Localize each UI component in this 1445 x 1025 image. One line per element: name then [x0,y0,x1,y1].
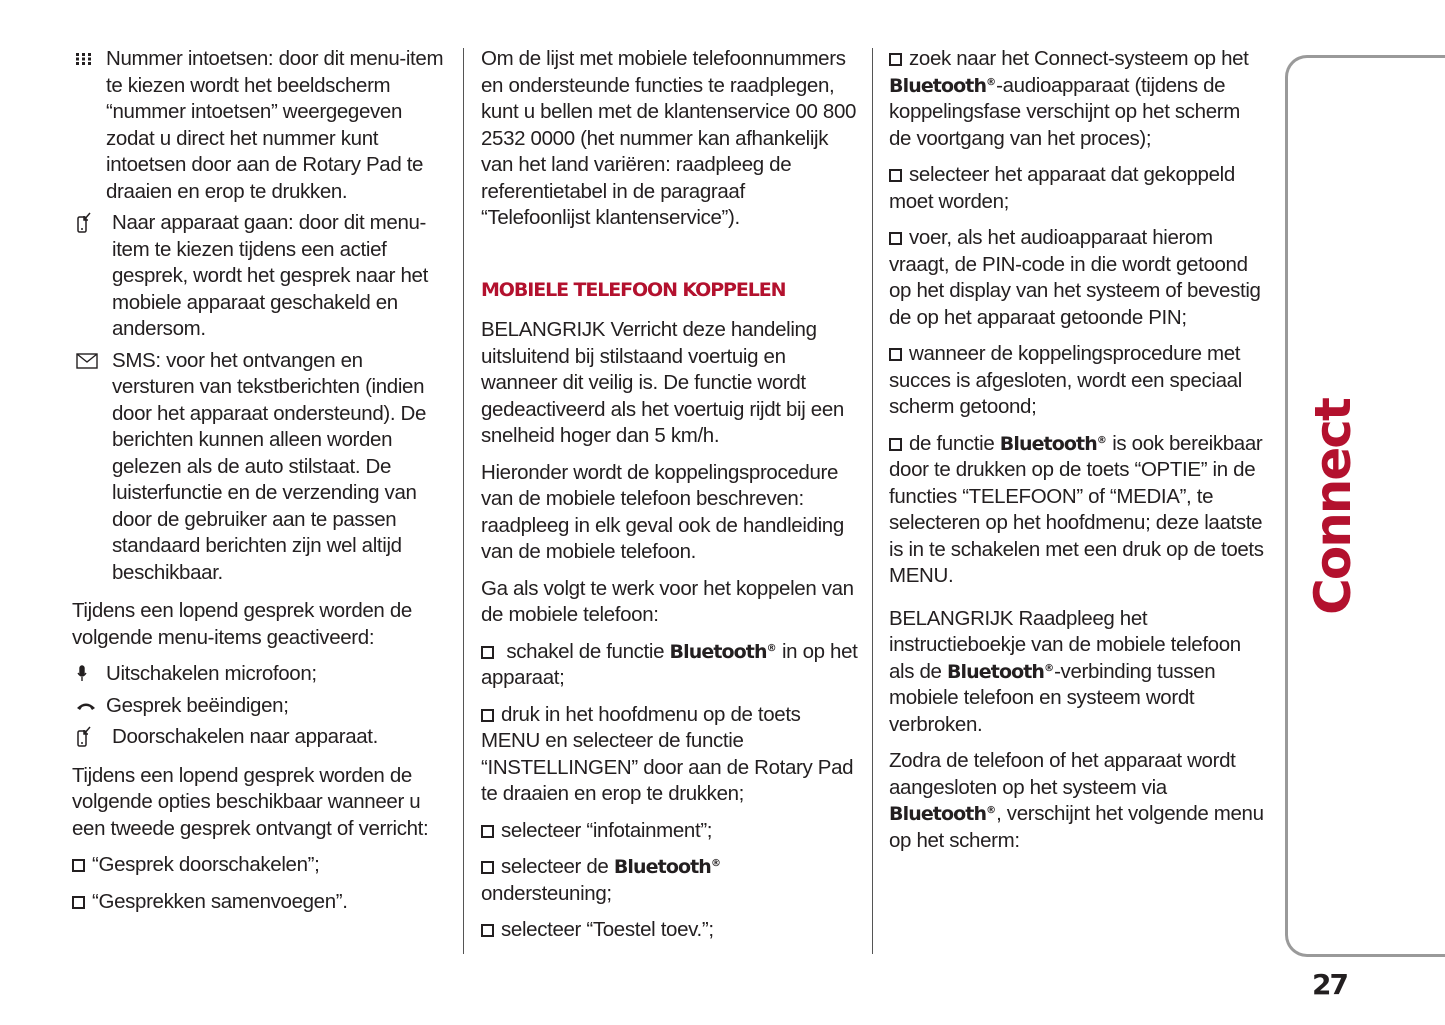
menu-item-go-to-device [72,210,450,343]
step-item: de functie Bluetooth® is ook bereikbaar door te drukken op de toets “OPTIE” in de functies “TELEFOON” of “MEDIA”, te selecteren op het hoofdmenu; deze laatste is in te schakelen met een druk op de toets MENU. [889,431,1264,587]
intro-paragraph: Om de lijst met mobiele telefoonnummers en ondersteunde functies te raadplegen, kunt u bellen met de klantenservice 00 800 2532 0000 (het nummer kan afhankelijk van het land variëren: raadpleeg de referentietabel in de paragraaf “Telefoonlijst klantenservice”). [481,47,857,229]
column-divider [463,48,464,954]
step-item: schakel de functie Bluetooth® in op het apparaat; [481,639,858,689]
bluetooth-brand: Bluetooth® [669,640,777,663]
hang-up-icon [72,693,106,719]
active-item-text: Doorschakelen naar apparaat. [112,725,378,748]
step-item: selecteer het apparaat dat gekoppeld moet worden; [889,163,1235,213]
checkbox-bullet-icon [481,646,494,659]
section-heading: MOBIELE TELEFOON KOPPELEN [481,278,786,301]
bluetooth-brand: Bluetooth® [946,660,1055,683]
checkbox-bullet-icon [481,825,494,838]
step-item: zoek naar het Connect-systeem op het Bluetooth®-audioapparaat (tijdens de koppelingsfase verschijnt op het scherm de voortgang van het proces); [889,47,1249,150]
checkbox-bullet-icon [889,53,902,66]
important-note: BELANGRIJK Raadpleeg het instructieboekje van de mobiele telefoon als de Bluetooth®-verbinding tussen mobiele telefoon en systeem wordt verbroken. [889,606,1241,736]
step-item: selecteer de Bluetooth® ondersteuning; [481,855,721,905]
keypad-icon [72,46,106,72]
checkbox-bullet-icon [481,861,494,874]
page-number: 27 [1312,968,1347,1001]
important-note: BELANGRIJK Verricht deze handeling uitsluitend bij stilstaand voertuig en wanneer dit veilig is. De functie wordt gedeactiveerd als het voertuig rijdt bij een snelheid hoger dan 5 km/h. [481,318,844,447]
menu-item-text: Naar apparaat gaan: door dit menu-item te kiezen tijdens een actief gesprek, wordt het gesprek naar het mobiele apparaat geschakeld en andersom. [112,211,428,340]
envelope-icon [72,348,112,374]
checkbox-bullet-icon [889,232,902,245]
step-item: selecteer “infotainment”; [481,818,859,845]
paragraph-second-call: Tijdens een lopend gesprek worden de volgende opties beschikbaar wanneer u een tweede gesprek ontvangt of verricht: [72,763,429,840]
checkbox-bullet-icon [72,859,85,872]
microphone-icon [72,661,106,687]
menu-item-dial-number [72,46,450,205]
menu-item-sms [72,348,450,587]
final-paragraph: Zodra de telefoon of het apparaat wordt aangesloten op het systeem via Bluetooth®, verschijnt het volgende menu op het scherm: [889,749,1264,852]
column-right [889,46,1267,864]
paragraph-active-call: Tijdens een lopend gesprek worden de volgende menu-items geactiveerd: [72,599,412,649]
menu-item-text: SMS: voor het ontvangen en versturen van tekstberichten (indien door het apparaat ondersteund). De berichten kunnen alleen worden gelezen als de auto stilstaat. De luisterfunctie en de verzending van door de gebruiker aan te passen standaard berichten zijn wel altijd beschikbaar. [112,348,427,584]
bluetooth-brand: Bluetooth® [999,432,1107,455]
active-item-transfer [72,724,450,751]
phone-transfer-icon [72,724,112,750]
step-item: selecteer “Toestel toev.”; [481,917,859,944]
column-divider [872,48,873,954]
bluetooth-brand: Bluetooth® [889,74,997,97]
checkbox-bullet-icon [889,438,902,451]
step-item: druk in het hoofdmenu op de toets MENU en selecteer de functie “INSTELLINGEN” door aan de Rotary Pad te draaien en erop te drukken; [481,702,854,805]
paragraph-procedure: Hieronder wordt de koppelingsprocedure van de mobiele telefoon beschreven: raadpleeg in elk geval ook de handleiding van de mobiele telefoon. [481,460,844,563]
active-item-text: Uitschakelen microfoon; [106,662,317,685]
phone-transfer-icon [72,210,112,236]
checkbox-bullet-icon [481,924,494,937]
active-item-hang-up [72,693,450,720]
bluetooth-brand: Bluetooth® [889,803,997,825]
chapter-tab-label: Connect [1304,399,1362,615]
checkbox-bullet-icon [72,896,85,909]
step-item: wanneer de koppelingsprocedure met succes is afgesloten, wordt een speciaal scherm getoond; [889,342,1242,418]
active-item-mute [72,661,450,688]
column-middle [481,46,859,954]
paragraph-steps: Ga als volgt te werk voor het koppelen van de mobiele telefoon: [481,576,854,626]
step-item: voer, als het audioapparaat hierom vraagt, de PIN-code in die wordt getoond op het display van het systeem of bevestig de op het apparaat getoonde PIN; [889,226,1261,329]
bluetooth-brand: Bluetooth® [613,856,721,878]
option-item: “Gesprekken samenvoegen”. [72,889,450,916]
option-item: “Gesprek doorschakelen”; [72,852,450,879]
checkbox-bullet-icon [481,709,494,722]
menu-item-text: Nummer intoetsen: door dit menu-item te kiezen wordt het beeldscherm “nummer intoetsen” weergegeven zodat u direct het nummer kunt intoetsen door aan de Rotary Pad te draaien en erop te drukken. [106,47,444,203]
column-left [72,46,450,925]
active-item-text: Gesprek beëindigen; [106,693,289,717]
checkbox-bullet-icon [889,169,902,182]
checkbox-bullet-icon [889,348,902,361]
